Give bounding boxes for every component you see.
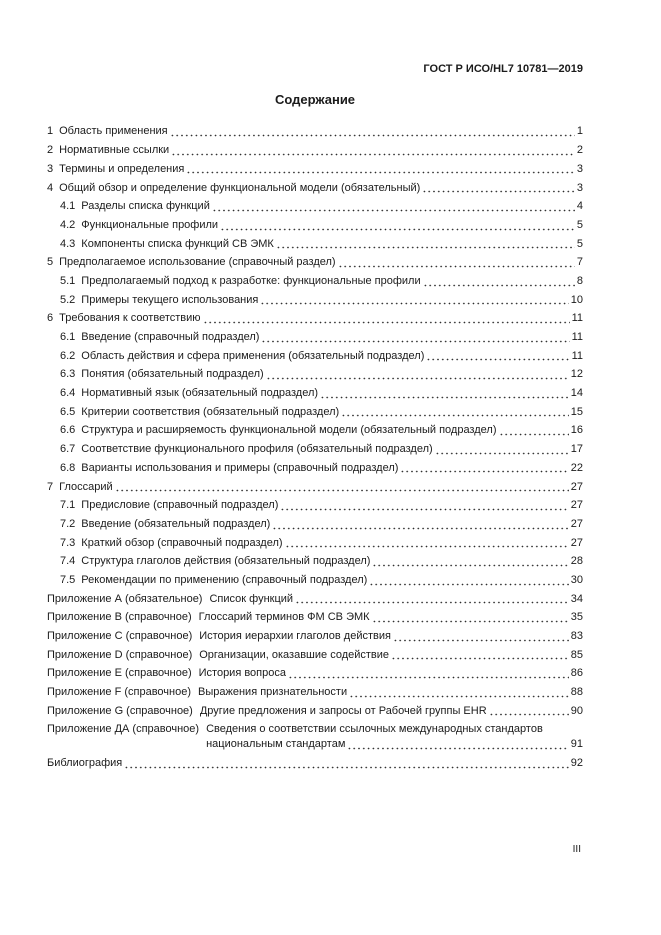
dot-leader <box>212 199 575 214</box>
dot-leader <box>124 756 569 771</box>
dot-leader <box>435 442 569 457</box>
toc-entry-number: 5.1 <box>60 274 76 287</box>
toc-entry-page: 2 <box>576 144 583 157</box>
toc-entry <box>47 534 583 553</box>
toc-entry <box>47 496 583 515</box>
toc-entry-title: Соответствие функционального профиля (обязательный подраздел) <box>81 443 433 456</box>
dot-leader <box>349 685 569 700</box>
toc-entry-line <box>59 181 583 196</box>
toc-entry-line <box>199 610 583 625</box>
toc-appendix-label: Приложение Е (справочное) <box>47 667 192 680</box>
toc-entry-page: 1 <box>576 125 583 138</box>
toc-entry-page: 11 <box>571 312 583 325</box>
toc-entry-title: Разделы списка функций <box>81 200 210 213</box>
toc-entry <box>47 515 583 534</box>
toc-entry-body <box>199 610 583 625</box>
toc-entry-title: Глоссарий <box>59 480 113 493</box>
toc-entry-page: 17 <box>570 443 583 456</box>
toc-entry-page: 30 <box>570 573 583 586</box>
dot-leader <box>426 349 569 364</box>
toc-entry-number: 6 <box>47 312 54 325</box>
page-number: III <box>572 844 581 855</box>
toc-entry <box>47 366 583 385</box>
toc-entry-body <box>206 722 583 752</box>
toc-entry-line <box>59 480 583 495</box>
toc-entry-number: 7.5 <box>60 573 76 586</box>
toc-entry-line <box>81 386 583 401</box>
toc-entry-page: 86 <box>570 667 583 680</box>
toc-appendix-label: Приложение А (обязательное) <box>47 592 203 605</box>
toc-entry <box>47 571 583 590</box>
toc-entry-title: Функциональные профили <box>81 218 219 231</box>
toc-entry <box>47 141 583 160</box>
toc-entry-number: 2 <box>47 144 54 157</box>
toc-entry-body <box>81 423 583 438</box>
toc-entry-number: 7.1 <box>60 499 76 512</box>
toc-entry <box>47 197 583 216</box>
toc-entry-body <box>81 405 583 420</box>
toc-entry-title: национальным стандартам <box>206 738 346 751</box>
toc-entry-number: 3 <box>47 162 54 175</box>
toc-entry-page: 5 <box>576 237 583 250</box>
toc-entry-title: Рекомендации по применению (справочный подраздел) <box>81 573 368 586</box>
toc-entry-line <box>47 756 583 771</box>
dot-leader <box>272 517 568 532</box>
toc-entry-body <box>47 756 583 771</box>
toc-appendix-label: Приложение D (справочное) <box>47 648 193 661</box>
dot-leader <box>341 405 569 420</box>
toc-entry-number: 6.4 <box>60 387 76 400</box>
dot-leader <box>220 218 575 233</box>
toc-entry-line <box>81 554 583 569</box>
toc-entry-number: 6.5 <box>60 405 76 418</box>
toc-entry-number: 6.1 <box>60 331 76 344</box>
toc-entry-line <box>81 199 583 214</box>
toc-entry <box>47 478 583 497</box>
toc-entry-page: 27 <box>570 536 583 549</box>
dot-leader <box>338 255 575 270</box>
toc-entry-title: Требования к соответствию <box>59 312 201 325</box>
dot-leader <box>372 554 568 569</box>
toc-entry-title: Предполагаемое использование (справочный раздел) <box>59 256 336 269</box>
toc-entry-page: 3 <box>576 162 583 175</box>
toc-entry-number: 4.1 <box>60 200 76 213</box>
dot-leader <box>288 666 569 681</box>
toc-entry-body <box>81 461 583 476</box>
dot-leader <box>115 480 569 495</box>
toc-entry-page: 28 <box>570 555 583 568</box>
toc-entry-page: 8 <box>576 274 583 287</box>
toc-entry-page: 91 <box>570 738 583 751</box>
toc-entry-body <box>81 237 583 252</box>
dot-leader <box>489 704 569 719</box>
toc-entry-page: 34 <box>570 592 583 605</box>
toc-entry <box>47 123 583 142</box>
toc-entry <box>47 291 583 310</box>
toc-entry-line <box>59 162 583 177</box>
toc-entry-body <box>81 199 583 214</box>
toc-entry-title: Введение (справочный подраздел) <box>81 331 260 344</box>
dot-leader <box>171 143 575 158</box>
toc-entry <box>47 235 583 254</box>
toc-entry-title: Сведения о соответствии ссылочных международных стандартов <box>206 723 543 736</box>
toc-appendix-label: Приложение ДА (справочное) <box>47 723 200 736</box>
dot-leader <box>422 181 575 196</box>
toc-entry-line <box>81 405 583 420</box>
dot-leader <box>280 498 568 513</box>
toc-entry-number: 7 <box>47 480 54 493</box>
dot-leader <box>285 536 569 551</box>
toc-entry-title: Библиография <box>47 757 123 770</box>
toc-entry-line <box>198 685 583 700</box>
toc-entry-title: Предисловие (справочный подраздел) <box>81 499 279 512</box>
table-of-contents <box>47 123 583 773</box>
toc-entry-title: Понятия (обязательный подраздел) <box>81 368 264 381</box>
toc-entry-page: 12 <box>570 368 583 381</box>
toc-entry-line <box>81 330 583 345</box>
toc-entry-number: 7.2 <box>60 517 76 530</box>
toc-entry <box>47 384 583 403</box>
toc-entry-body <box>81 386 583 401</box>
toc-entry-body <box>59 255 583 270</box>
toc-entry-page: 4 <box>576 200 583 213</box>
toc-entry <box>47 347 583 366</box>
document-code: ГОСТ Р ИСО/HL7 10781—2019 <box>423 63 583 75</box>
dot-leader <box>499 423 569 438</box>
toc-entry-page: 11 <box>571 349 583 362</box>
toc-entry <box>47 179 583 198</box>
toc-entry-body <box>81 367 583 382</box>
toc-entry-page: 85 <box>570 648 583 661</box>
toc-entry-number: 6.6 <box>60 424 76 437</box>
dot-leader <box>391 648 569 663</box>
toc-entry-title: Критерии соответствия (обязательный подраздел) <box>81 405 340 418</box>
toc-entry-line <box>81 349 583 364</box>
toc-entry-line <box>199 629 583 644</box>
toc-entry <box>47 552 583 571</box>
toc-entry-body <box>81 330 583 345</box>
toc-entry <box>47 272 583 291</box>
dot-leader <box>203 311 570 326</box>
dot-leader <box>261 330 569 345</box>
toc-entry-title: Область применения <box>59 125 168 138</box>
dot-leader <box>266 367 569 382</box>
dot-leader <box>170 124 575 139</box>
toc-entry-title: Нормативные ссылки <box>59 144 170 157</box>
toc-entry-title: Структура глаголов действия (обязательный подраздел) <box>81 555 371 568</box>
toc-entry-body <box>199 629 583 644</box>
toc-entry <box>47 683 583 702</box>
toc-entry-body <box>59 124 583 139</box>
toc-entry-page: 10 <box>570 293 583 306</box>
toc-entry-body <box>200 704 583 719</box>
toc-entry-number: 4 <box>47 181 54 194</box>
toc-entry-number: 5.2 <box>60 293 76 306</box>
toc-entry-page: 27 <box>570 499 583 512</box>
toc-appendix-label: Приложение В (справочное) <box>47 611 192 624</box>
toc-entry-line <box>200 704 583 719</box>
toc-entry <box>47 665 583 684</box>
toc-entry-line <box>81 461 583 476</box>
toc-entry-title: Область действия и сфера применения (обязательный подраздел) <box>81 349 425 362</box>
toc-entry-body <box>81 442 583 457</box>
toc-entry-page: 88 <box>570 686 583 699</box>
toc-entry-body <box>81 573 583 588</box>
toc-entry-page: 16 <box>570 424 583 437</box>
toc-entry-line <box>81 367 583 382</box>
toc-entry-title: Компоненты списка функций СВ ЭМК <box>81 237 274 250</box>
toc-entry <box>47 459 583 478</box>
toc-entry-title: Введение (обязательный подраздел) <box>81 517 271 530</box>
toc-entry-line <box>59 311 583 326</box>
toc-entry-page: 22 <box>570 461 583 474</box>
toc-entry-page: 11 <box>571 331 583 344</box>
toc-entry-page: 14 <box>570 387 583 400</box>
toc-entry-number: 5 <box>47 256 54 269</box>
toc-entry-page: 27 <box>570 517 583 530</box>
toc-entry-body <box>59 480 583 495</box>
toc-entry-body <box>81 293 583 308</box>
toc-entry-page: 5 <box>576 218 583 231</box>
toc-entry-title: Другие предложения и запросы от Рабочей группы EHR <box>199 704 487 717</box>
toc-entry-line <box>81 274 583 289</box>
toc-entry <box>47 422 583 441</box>
toc-entry-title: История вопроса <box>198 667 286 680</box>
toc-entry-body <box>59 143 583 158</box>
toc-entry-page: 7 <box>576 256 583 269</box>
toc-entry <box>47 609 583 628</box>
dot-leader <box>372 610 569 625</box>
toc-entry <box>47 754 583 773</box>
toc-entry <box>47 721 583 755</box>
toc-entry <box>47 253 583 272</box>
toc-entry-body <box>81 498 583 513</box>
toc-entry-body <box>59 311 583 326</box>
toc-entry <box>47 403 583 422</box>
toc-appendix-label: Приложение С (справочное) <box>47 630 193 643</box>
toc-entry-page: 90 <box>570 704 583 717</box>
toc-entry-number: 4.2 <box>60 218 76 231</box>
toc-entry-body <box>198 685 583 700</box>
toc-entry-number: 7.3 <box>60 536 76 549</box>
toc-entry-line <box>199 666 583 681</box>
toc-entry <box>47 702 583 721</box>
toc-entry <box>47 328 583 347</box>
toc-entry <box>47 310 583 329</box>
toc-entry-line <box>81 498 583 513</box>
toc-entry-body <box>59 181 583 196</box>
toc-entry-title: Примеры текущего использования <box>81 293 259 306</box>
toc-entry-line <box>81 573 583 588</box>
toc-entry-line <box>206 737 583 752</box>
toc-entry-number: 4.3 <box>60 237 76 250</box>
toc-entry-title: Структура и расширяемость функциональной модели (обязательный подраздел) <box>81 424 497 437</box>
toc-entry <box>47 160 583 179</box>
dot-leader <box>260 293 568 308</box>
toc-entry-page: 3 <box>576 181 583 194</box>
toc-entry <box>47 440 583 459</box>
toc-entry-body <box>81 536 583 551</box>
toc-appendix-label: Приложение F (справочное) <box>47 686 192 699</box>
toc-entry <box>47 216 583 235</box>
toc-entry-line <box>199 648 583 663</box>
toc-entry-title: Нормативный язык (обязательный подраздел) <box>81 387 319 400</box>
dot-leader <box>186 162 575 177</box>
toc-entry-number: 1 <box>47 125 54 138</box>
toc-entry-page: 15 <box>570 405 583 418</box>
toc-entry-number: 7.4 <box>60 555 76 568</box>
dot-leader <box>276 237 575 252</box>
toc-entry-body <box>81 349 583 364</box>
toc-entry-line <box>59 255 583 270</box>
dot-leader <box>423 274 575 289</box>
toc-entry-title: Термины и определения <box>59 162 185 175</box>
toc-entry-line <box>81 536 583 551</box>
toc-entry-line <box>59 143 583 158</box>
dot-leader <box>347 737 568 752</box>
toc-entry-page: 92 <box>570 757 583 770</box>
toc-entry-title: Общий обзор и определение функциональной модели (обязательный) <box>59 181 421 194</box>
toc-entry-line <box>81 293 583 308</box>
toc-entry-title: Глоссарий терминов ФМ СВ ЭМК <box>198 611 370 624</box>
toc-entry-title: Краткий обзор (справочный подраздел) <box>81 536 283 549</box>
toc-entry <box>47 646 583 665</box>
toc-appendix-label: Приложение G (справочное) <box>47 704 193 717</box>
dot-leader <box>369 573 568 588</box>
toc-entry-body <box>81 554 583 569</box>
toc-entry-title: Организации, оказавшие содействие <box>199 648 390 661</box>
toc-entry-title: Список функций <box>209 592 294 605</box>
toc-entry-number: 6.8 <box>60 461 76 474</box>
toc-entry-title: Варианты использования и примеры (справочный подраздел) <box>81 461 399 474</box>
toc-entry-number: 6.3 <box>60 368 76 381</box>
toc-entry-body <box>81 274 583 289</box>
toc-entry-line <box>209 592 583 607</box>
toc-entry-body <box>59 162 583 177</box>
toc-entry-line <box>81 517 583 532</box>
toc-entry-title: Выражения признательности <box>198 686 348 699</box>
toc-entry-page: 27 <box>570 480 583 493</box>
toc-entry-body <box>81 517 583 532</box>
toc-entry-number: 6.2 <box>60 349 76 362</box>
toc-entry-line <box>81 218 583 233</box>
dot-leader <box>400 461 568 476</box>
toc-entry-body <box>209 592 583 607</box>
toc-entry <box>47 627 583 646</box>
toc-entry-body <box>199 648 583 663</box>
toc-entry-page: 35 <box>570 611 583 624</box>
toc-entry <box>47 590 583 609</box>
toc-entry-line <box>59 124 583 139</box>
toc-entry-title: Предполагаемый подход к разработке: функциональные профили <box>81 274 421 287</box>
toc-entry-page: 83 <box>570 630 583 643</box>
toc-entry-body <box>199 666 583 681</box>
dot-leader <box>320 386 569 401</box>
dot-leader <box>295 592 569 607</box>
toc-entry-line <box>81 237 583 252</box>
dot-leader <box>393 629 569 644</box>
toc-entry-body <box>81 218 583 233</box>
toc-entry-number: 6.7 <box>60 443 76 456</box>
page-title: Содержание <box>274 92 356 107</box>
toc-entry-title: История иерархии глаголов действия <box>199 630 391 643</box>
toc-entry-line <box>81 442 583 457</box>
toc-entry-line <box>81 423 583 438</box>
